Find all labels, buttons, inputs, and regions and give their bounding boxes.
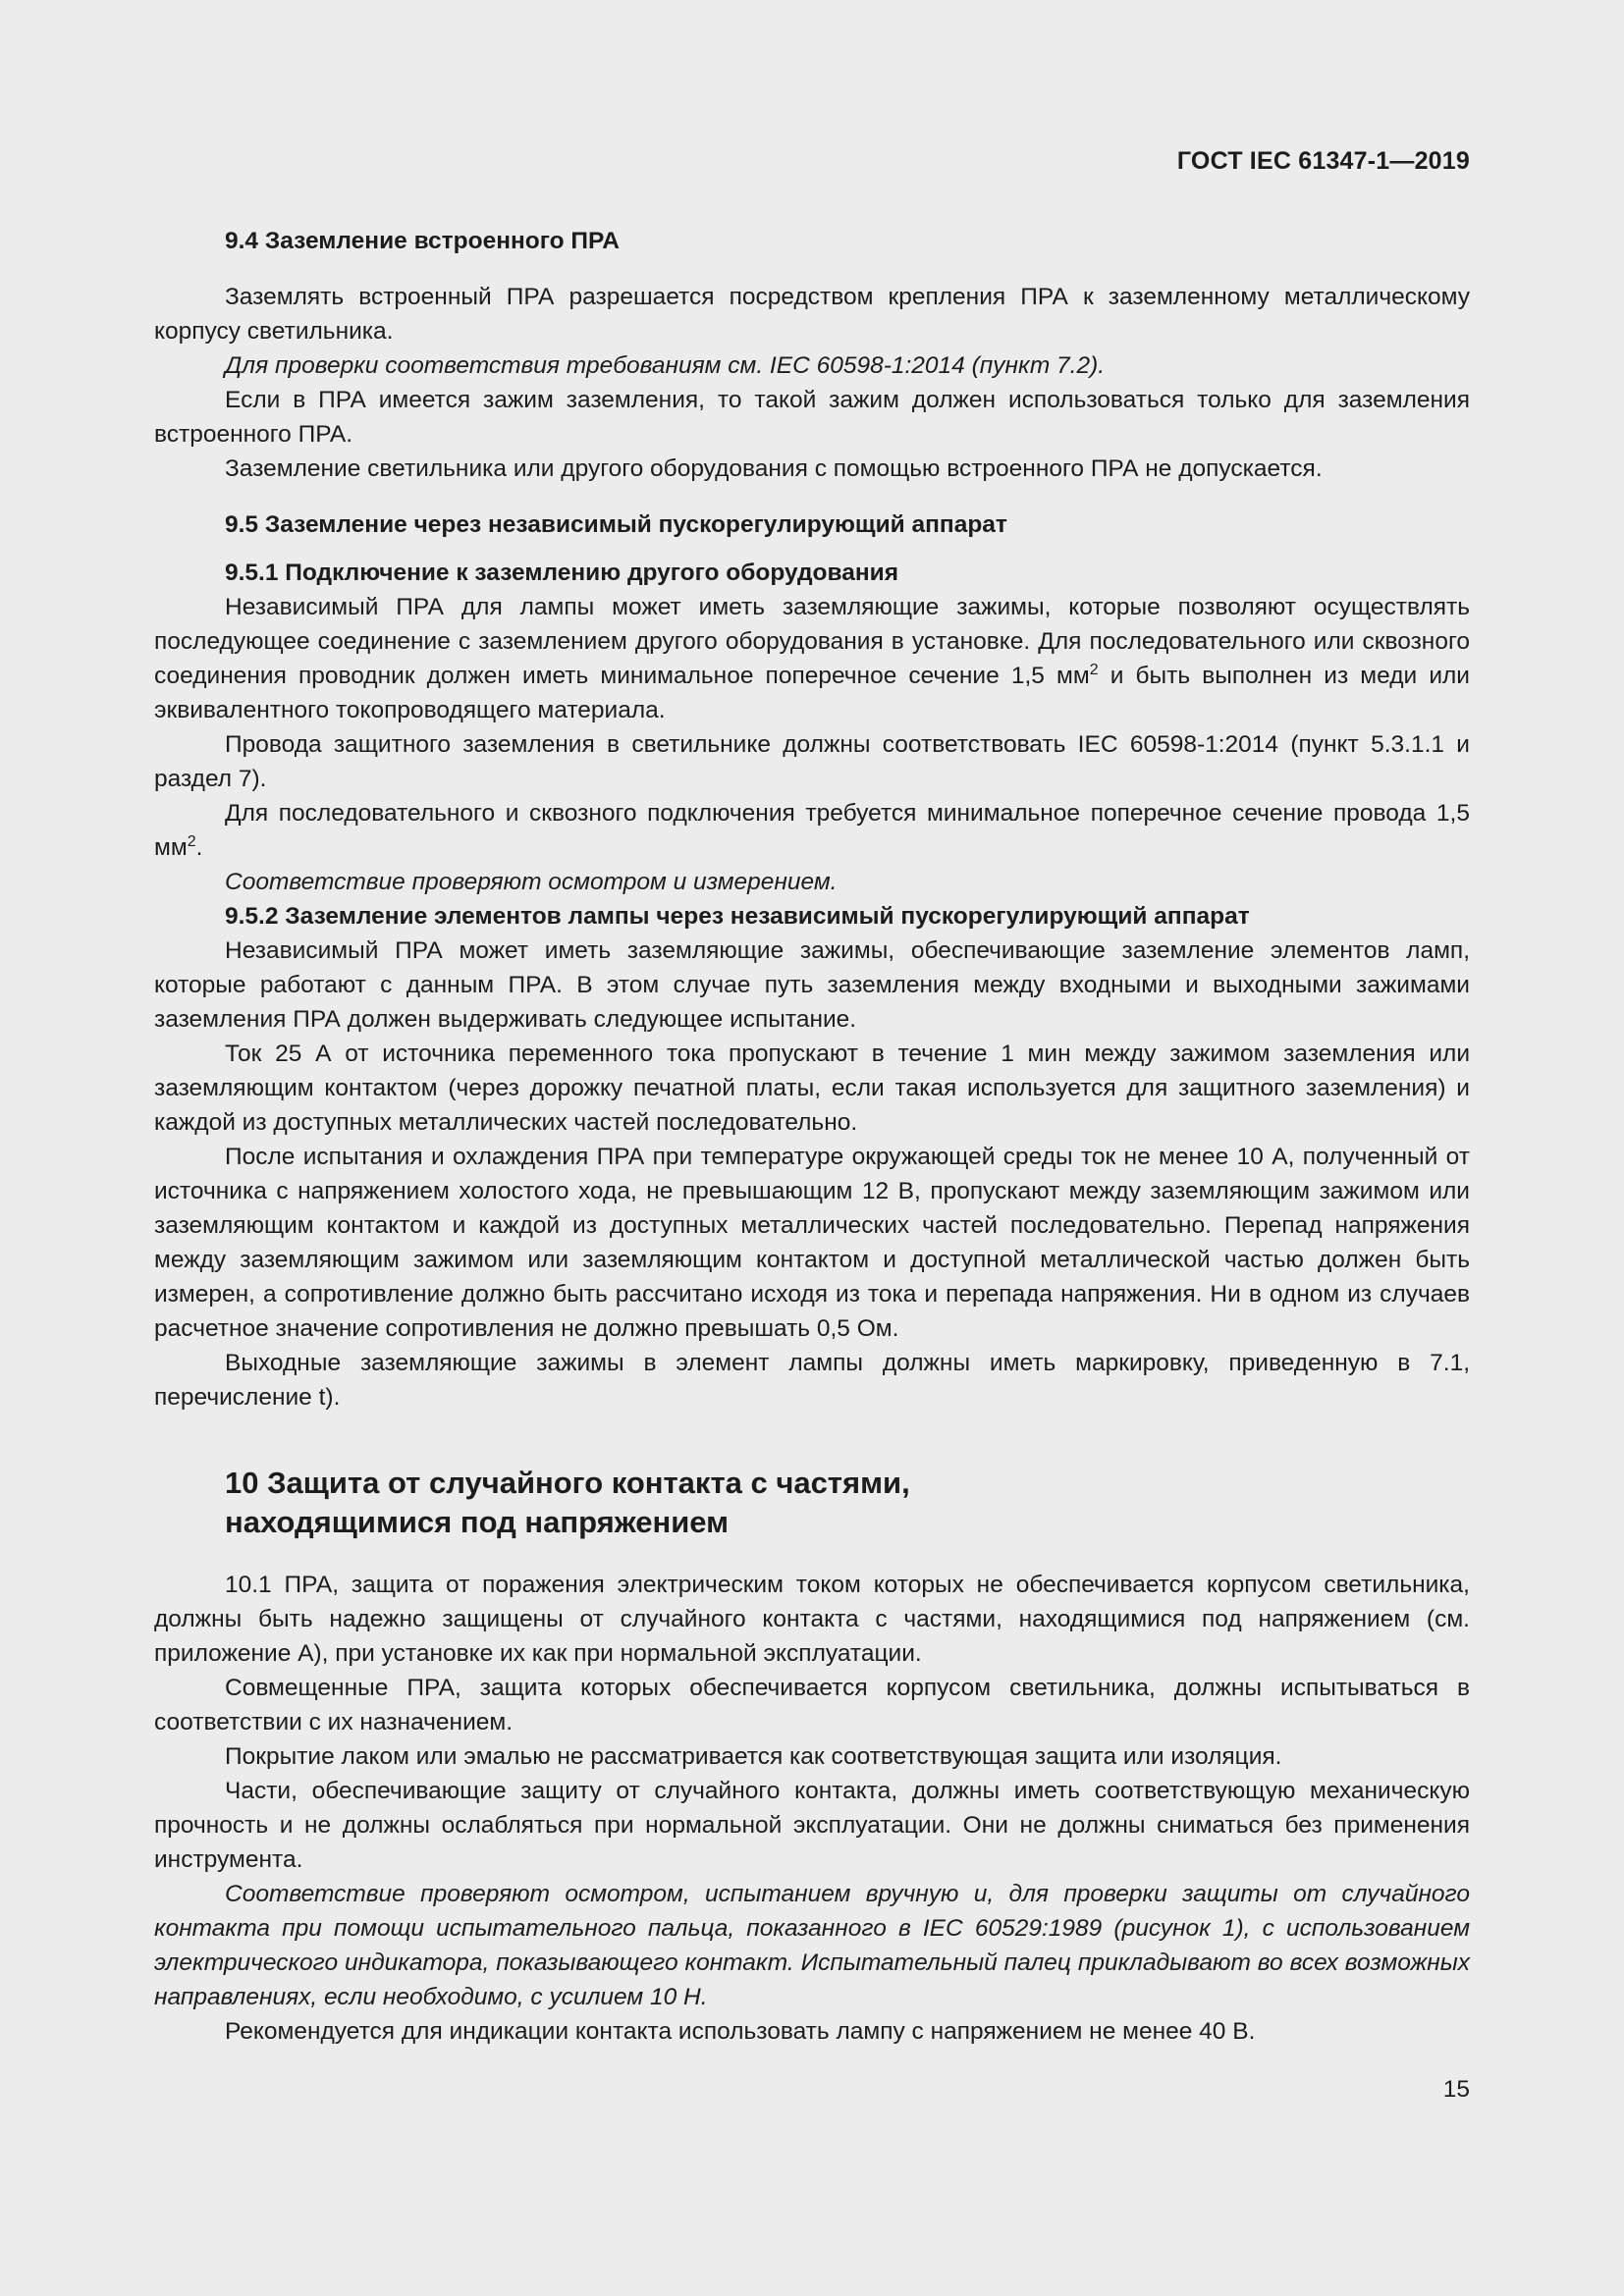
paragraph-italic: Для проверки соответствия требованиям см. IEC 60598-1:2014 (пункт 7.2). — [225, 352, 1106, 379]
paragraph: Части, обеспечивающие защиту от случайного контакта, должны иметь соответствующую механическую прочность и не должны ослабляться при нормальной эксплуатации. Они не должны сниматься без применения инструмента. — [154, 1778, 1470, 1873]
page-number: 15 — [1442, 2076, 1470, 2103]
paragraph: Покрытие лаком или эмалью не рассматривается как соответствующая защита или изоляция. — [225, 1743, 1282, 1770]
section-10-title-line2: находящимися под напряжением — [225, 1505, 730, 1539]
paragraph: Провода защитного заземления в светильнике должны соответствовать IEC 60598-1:2014 (пункт 5.3.1.1 и раздел 7). — [154, 731, 1470, 792]
paragraph: Если в ПРА имеется зажим заземления, то такой зажим должен использоваться только для заземления встроенного ПРА. — [154, 387, 1470, 448]
section-9-5-1-heading: 9.5.1 Подключение к заземлению другого оборудования — [225, 560, 899, 586]
paragraph-italic: Соответствие проверяют осмотром и измерением. — [225, 869, 838, 895]
section-9-4-heading: 9.4 Заземление встроенного ПРА — [225, 228, 620, 254]
document-code: ГОСТ IEC 61347-1—2019 — [1176, 147, 1470, 175]
paragraph: Рекомендуется для индикации контакта использовать лампу с напряжением не менее 40 В. — [225, 2018, 1256, 2045]
paragraph: 10.1 ПРА, защита от поражения электрическим током которых не обеспечивается корпусом светильника, должны быть надежно защищены от случайного контакта с частями, находящимися под напряжением (см. приложение А), при установке их как при нормальной эксплуатации. — [154, 1572, 1470, 1667]
paragraph: Заземлять встроенный ПРА разрешается посредством крепления ПРА к заземленному металлическому корпусу светильника. — [154, 284, 1470, 345]
paragraph: Независимый ПРА для лампы может иметь заземляющие зажимы, которые позволяют осуществлять последующее соединение с заземлением другого оборудования в установке. Для последовательного или сквозного соединения проводник должен иметь минимальное поперечное сечение 1,5 $мм^2$ и быть выполнен из меди или эквивалентного токопроводящего материала. — [154, 594, 1470, 723]
section-10-title — [154, 1464, 1470, 1542]
paragraph: Совмещенные ПРА, защита которых обеспечивается корпусом светильника, должны испытываться в соответствии с их назначением. — [154, 1675, 1470, 1735]
paragraph: Независимый ПРА может иметь заземляющие зажимы, обеспечивающие заземление элементов ламп, которые работают с данным ПРА. В этом случае путь заземления между входными и выходными зажимами заземления ПРА должен выдерживать следующее испытание. — [154, 937, 1470, 1033]
paragraph: Ток 25 А от источника переменного тока пропускают в течение 1 мин между зажимом заземления или заземляющим контактом (через дорожку печатной платы, если такая используется для защитного заземления) и каждой из доступных металлических частей последовательно. — [154, 1041, 1470, 1136]
section-9-5-heading: 9.5 Заземление через независимый пускорегулирующий аппарат — [225, 511, 1007, 538]
section-9-5-2-heading: 9.5.2 Заземление элементов лампы через независимый пускорегулирующий аппарат — [225, 903, 1250, 930]
section-10-title-line1: 10 Защита от случайного контакта с частями, — [225, 1466, 910, 1500]
paragraph: После испытания и охлаждения ПРА при температуре окружающей среды ток не менее 10 А, полученный от источника с напряжением холостого хода, не превышающим 12 В, пропускают между заземляющим зажимом или заземляющим контактом и каждой из доступных металлических частей последовательно. Перепад напряжения между заземляющим зажимом или заземляющим контактом и доступной металлической частью должен быть измерен, а сопротивление должно быть рассчитано исходя из тока и перепада напряжения. Ни в одном из случаев расчетное значение сопротивления не должно превышать 0,5 Ом. — [154, 1144, 1470, 1342]
paragraph-italic: Соответствие проверяют осмотром, испытанием вручную и, для проверки защиты от случайного контакта при помощи испытательного пальца, показанного в IEC 60529:1989 (рисунок 1), с использованием электрического индикатора, показывающего контакт. Испытательный палец прикладывают во всех возможных направлениях, если необходимо, с усилием 10 Н. — [154, 1881, 1470, 2010]
paragraph: Для последовательного и сквозного подключения требуется минимальное поперечное сечение провода 1,5 $мм^2$. — [154, 800, 1470, 861]
paragraph: Выходные заземляющие зажимы в элемент лампы должны иметь маркировку, приведенную в 7.1, перечисление t). — [154, 1350, 1470, 1411]
document-body — [154, 224, 1470, 2049]
paragraph: Заземление светильника или другого оборудования с помощью встроенного ПРА не допускается. — [225, 455, 1323, 482]
